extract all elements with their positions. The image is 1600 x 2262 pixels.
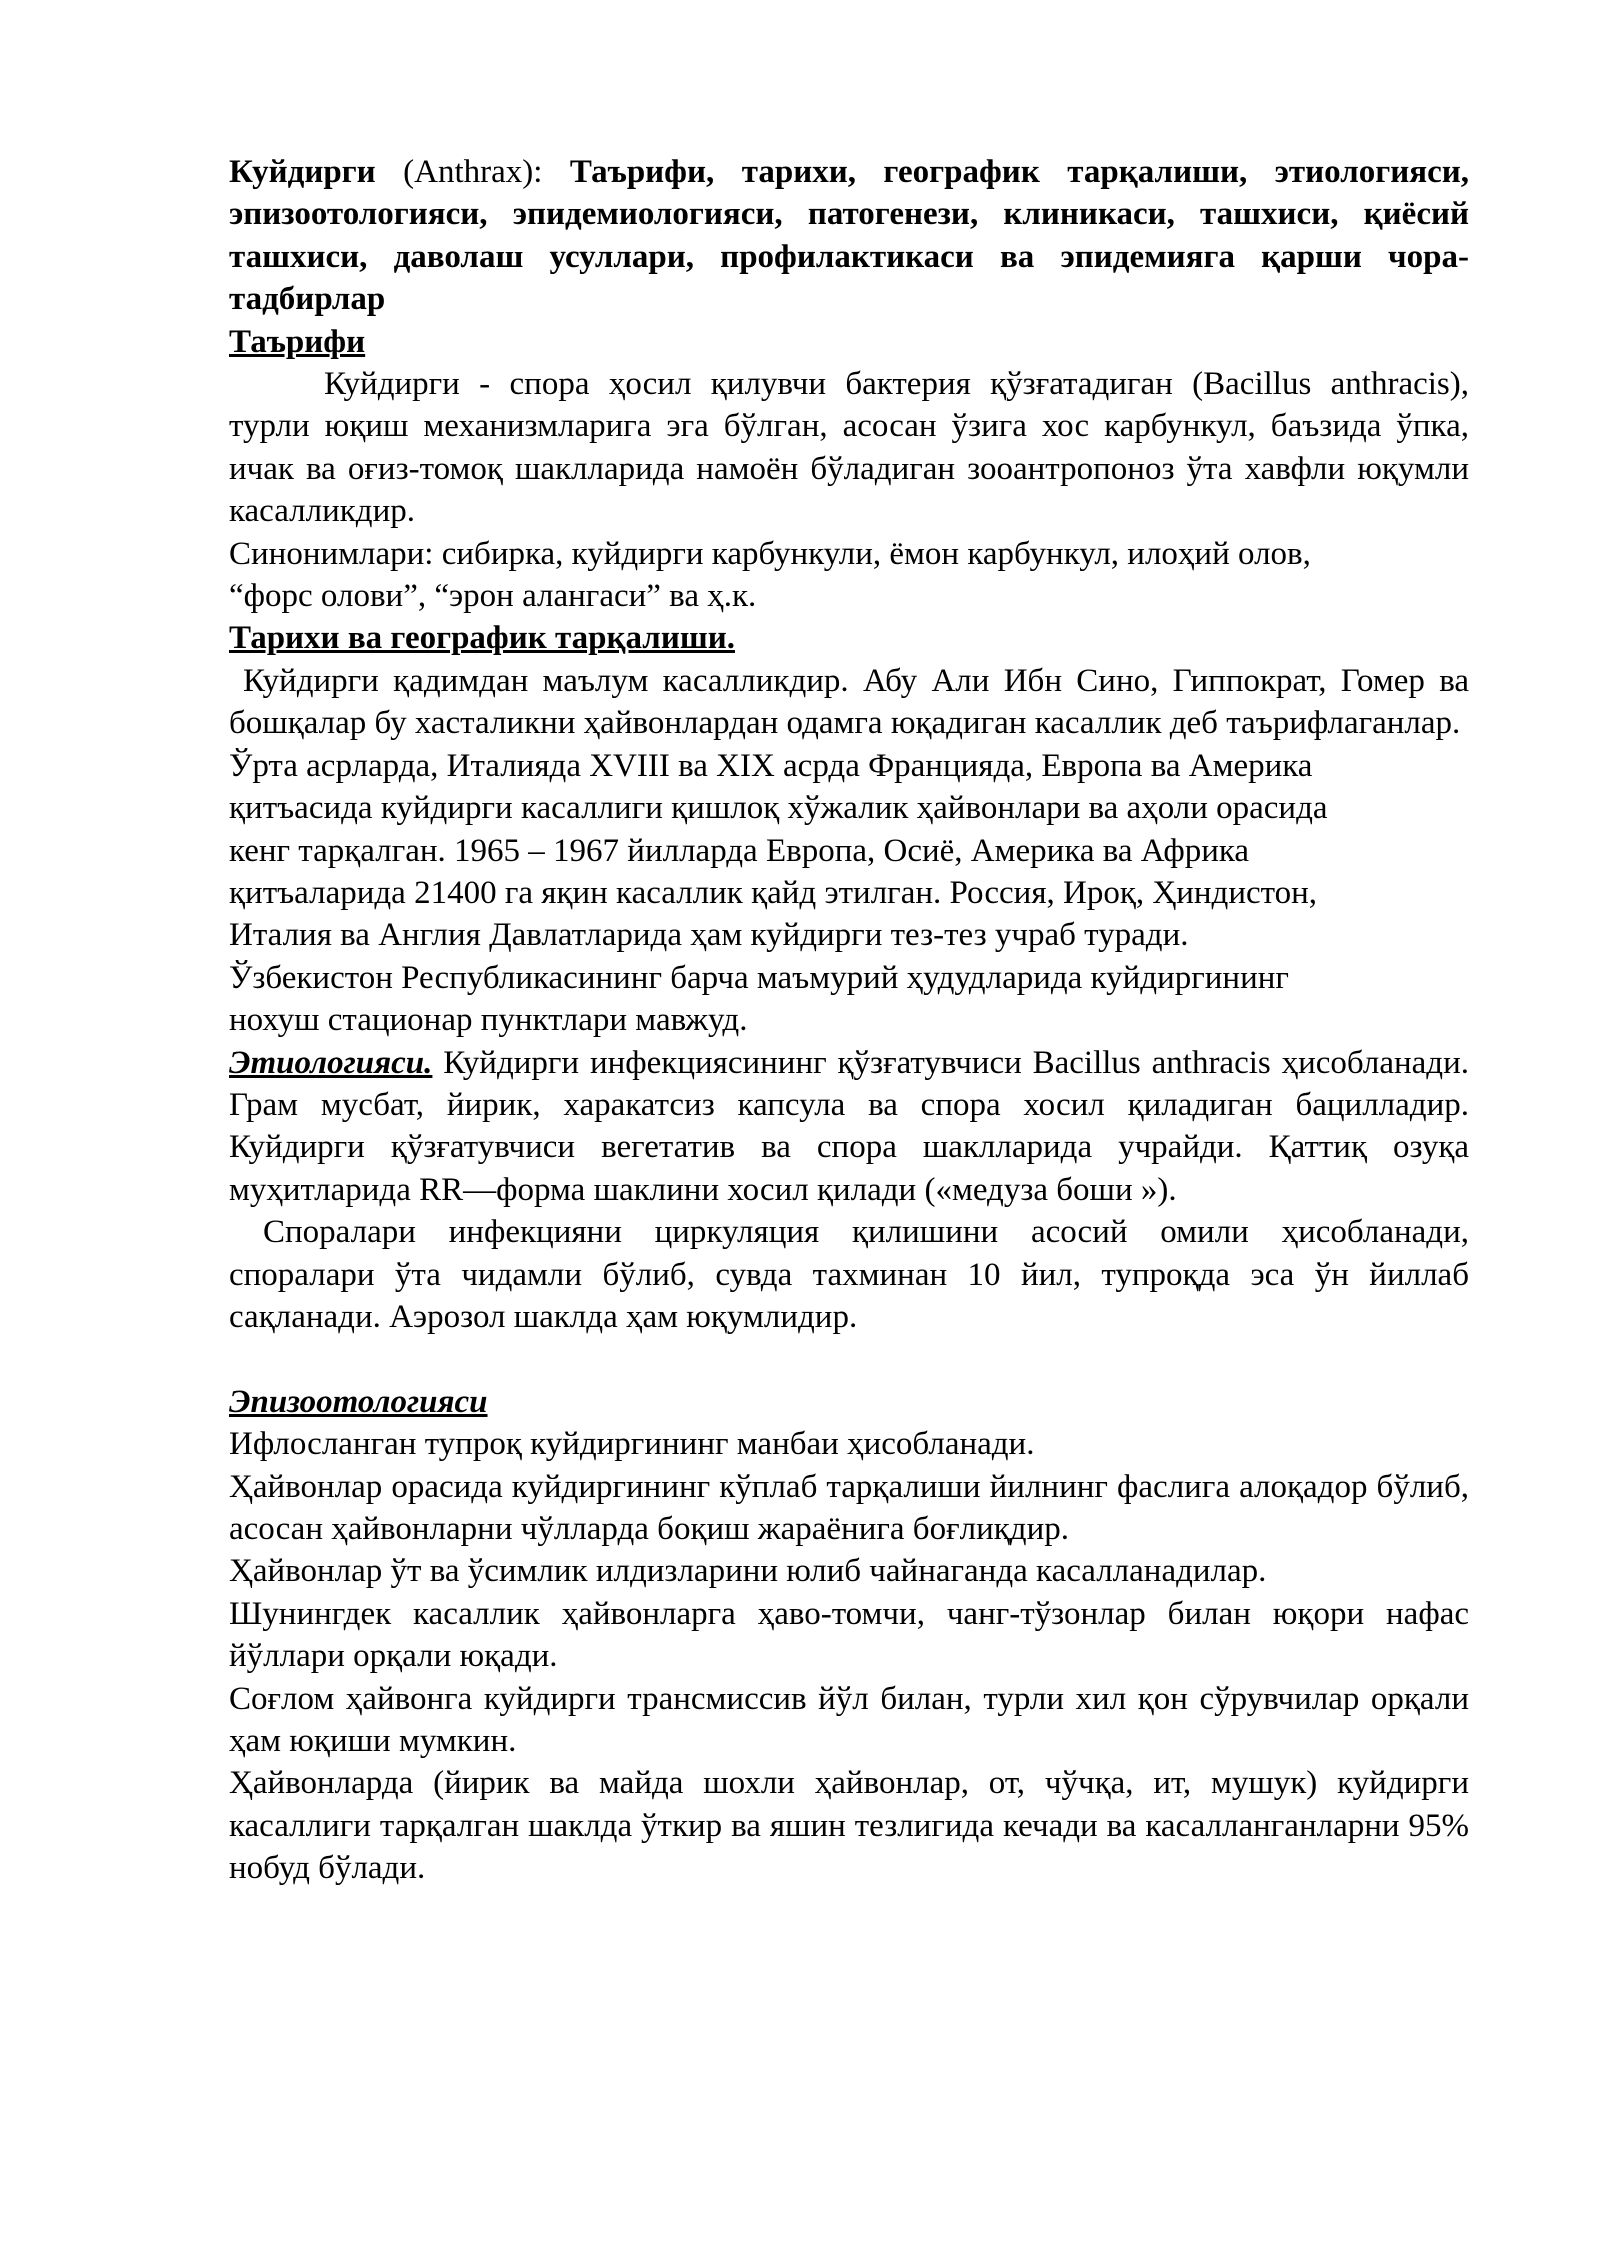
history-line: кенг тарқалган. 1965 – 1967 йилларда Европа, Осиё, Америка ва Африка — [229, 832, 1250, 869]
synonyms-line-1: Синонимлари: сибирка, куйдирги карбункули, ёмон карбункул, илоҳий олов, — [229, 535, 1311, 572]
blank-line — [229, 1338, 1469, 1380]
history-line: Ўзбекистон Республикасининг барча маъмурий ҳудудларида куйдиргининг — [229, 959, 1289, 996]
etiology-paragraph — [229, 1042, 1469, 1212]
epizootology-paragraph-5: Соғлом ҳайвонга куйдирги трансмиссив йўл билан, турли хил қон сўрувчилар орқали ҳам юқиши мумкин. — [229, 1680, 1469, 1760]
etiology-paragraph-2: Споралари инфекцияни циркуляция қилишини асосий омили ҳисобланади, споралари ўта чидамли бўлиб, сувда тахминан 10 йил, тупроқда эса ўн йиллаб сақланади. Аэрозол шаклда ҳам юқумлидир. — [229, 1214, 1469, 1335]
epizootology-paragraph-6: Ҳайвонларда (йирик ва майда шохли ҳайвонлар, от, чўчқа, ит, мушук) куйдирги касаллиги тарқалган шаклда ўткир ва яшин тезлигида кечади ва касалланганларни 95% нобуд бўлади. — [229, 1765, 1469, 1887]
history-line: Италия ва Англия Давлатларида ҳам куйдирги тез-тез учраб туради. — [229, 917, 1189, 954]
etiology-text: Куйдирги инфекциясининг қўзғатувчиси Bacillus anthracis ҳисобланади. Грам мусбат, йирик, харакатсиз капсула ва спора хосил қиладиган бацилладир. Куйдирги қўзғатувчиси вегетатив ва спора шаклларида учрайди. Қаттиқ озуқа муҳитларида RR—форма шаклини хосил қилади («медуза боши »). — [229, 1044, 1469, 1208]
epizootology-heading: Эпизоотологияси — [229, 1383, 488, 1420]
definition-text: Куйдирги - спора ҳосил қилувчи бактерия қўзғатадиган (Bacillus anthracis), турли юқиш механизмларига эга бўлган, асосан ўзига хос карбункул, баъзида ўпка, ичак ва оғиз-томоқ шаклларида намоён бўладиган зооантропоноз ўта хавфли юқумли касалликдир. — [229, 366, 1469, 530]
history-line: Ўрта асрларда, Италияда XVIII ва XIX асрда Францияда, Европа ва Америка — [229, 747, 1313, 784]
etiology-heading: Этиологияси. — [229, 1044, 433, 1081]
definition-heading: Таърифи — [229, 323, 366, 360]
epizootology-paragraph-3: Ҳайвонлар ўт ва ўсимлик илдизларини юлиб чайнаганда касалланадилар. — [229, 1553, 1267, 1590]
epizootology-paragraph-2: Ҳайвонлар орасида куйдиргининг кўплаб тарқалиши йилнинг фаслига алоқадор бўлиб, асосан ҳайвонларни чўлларда боқиш жараёнига боғлиқдир. — [229, 1468, 1469, 1547]
epizootology-paragraph-4: Шунингдек касаллик ҳайвонларга ҳаво-томчи, чанг-тўзонлар билан юқори нафас йўллари орқали юқади. — [229, 1595, 1469, 1675]
title-latin: (Anthrax): — [375, 154, 570, 190]
history-heading: Тарихи ва географик тарқалиши. — [229, 620, 735, 657]
history-paragraph-1: Куйдирги қадимдан маълум касалликдир. Абу Али Ибн Сино, Гиппократ, Гомер ва бошқалар бу хасталикни ҳайвонлардан одамга юқадиган касаллик деб таърифлаганлар. — [229, 662, 1469, 742]
synonyms-line-2: “форс олови”, “эрон алангаси” ва ҳ.к. — [229, 578, 757, 615]
history-line: қитъаларида 21400 га яқин касаллик қайд этилган. Россия, Ироқ, Ҳиндистон, — [229, 874, 1318, 911]
title-topics: Таърифи, тарихи, географик тарқалиши, этиологияси, эпизоотологияси, эпидемиологияси, патогенези, клиникаси, ташхиси, қиёсий ташхиси, даволаш усуллари, профилактикаси ва эпидемияга қарши чора-тадбирлар — [229, 154, 1469, 318]
title-disease: Куйдирги — [229, 154, 376, 190]
document-title — [229, 151, 1469, 321]
document-page — [229, 151, 1469, 1890]
history-line: қитъасида куйдирги касаллиги қишлоқ хўжалик ҳайвонлари ва аҳоли орасида — [229, 790, 1328, 827]
epizootology-paragraph-1: Ифлосланган тупроқ куйдиргининг манбаи ҳисобланади. — [229, 1426, 1035, 1463]
history-line: нохуш стационар пунктлари мавжуд. — [229, 1002, 748, 1039]
